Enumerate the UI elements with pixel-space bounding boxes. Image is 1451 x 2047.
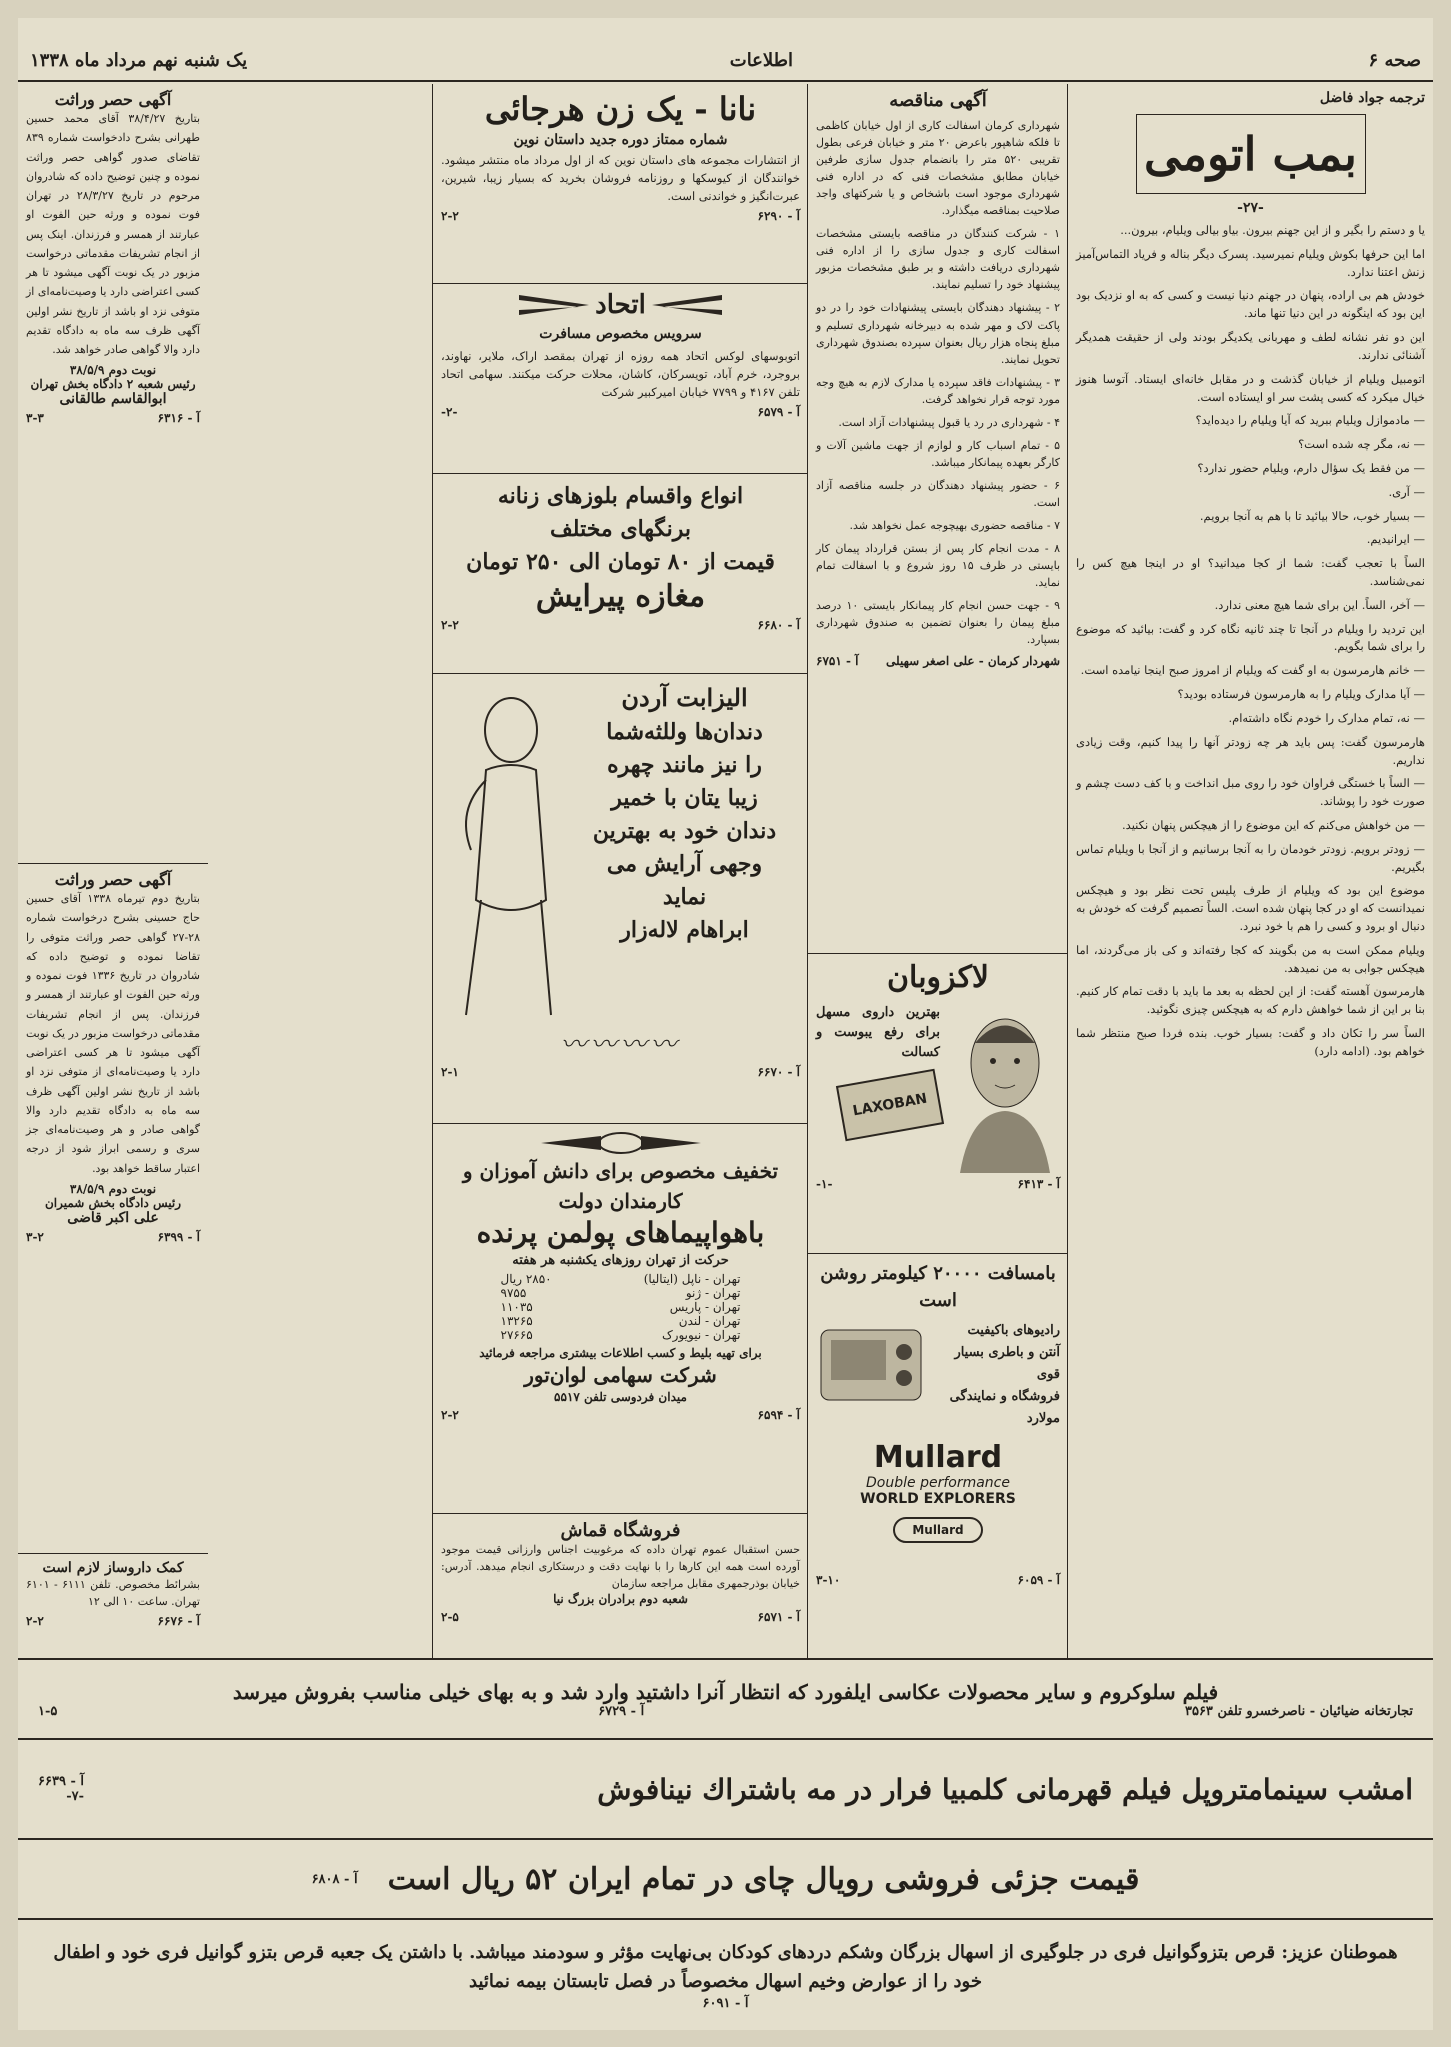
- newspaper-page: [18, 18, 1433, 2030]
- serial-paragraph: — آیا مدارک ویلیام را به هارمرسون فرستاده بودید؟: [1177, 687, 1425, 702]
- route-list: [501, 1272, 741, 1342]
- ad-code: آ - ۶۷۵۱: [816, 654, 859, 669]
- elizabeth-arden-ad: [433, 674, 808, 1124]
- ad-code: آ - ۶۶۷۶: [157, 1614, 200, 1629]
- page-number: صحه ۶: [1368, 50, 1421, 71]
- tender-paragraph: ۲ - پیشنهاد دهندگان بایستی پیشنهادات خود را در دو پاکت لاک و مهر شده به دبیرخانه شهرداری تسلیم و مبلغ پنجاه هزار ریال بعنوان سپرده بصندوق شهرداری تحویل نمایند.: [816, 301, 1060, 366]
- serial-paragraph: این دو نفر نشانه لطف و مهربانی یکدیگر بودند ولی از حقیقت همدیگر آشنائی ندارند.: [1076, 330, 1425, 362]
- serial-paragraph: — ایرانیدیم.: [1366, 532, 1425, 547]
- fabric-body: حسن استقبال عموم تهران داده که مرغوبیت اجناس وارزانی قیمت موجود آورده است همه این کارها را با نهایت دقت و درستکاری انجام میدهد. آدرس: خیابان بوذرجمهری مقابل مراجعه سازمان: [441, 1543, 800, 1591]
- notice-court: رئیس شعبه ۲ دادگاه بخش تهران: [30, 377, 196, 392]
- route-row: [501, 1272, 741, 1286]
- tender-paragraph: ۶ - حضور پیشنهاد دهندگان در جلسه مناقصه آزاد است.: [816, 478, 1060, 509]
- royal-tea-ad: [18, 1838, 1433, 1918]
- ettehad-body: اتوبوسهای لوکس اتحاد همه روزه از تهران بمقصد اراک، ملایر، نهاوند، بروجرد، خرم آباد، تویسرکان، کاشان، محلات حرکت میکنند. سهامی اتحاد تلفن ۴۱۶۷ و ۷۷۹۹ خیابان امیرکبیر شرکت: [441, 349, 800, 399]
- notice-body: بتاریخ دوم تیرماه ۱۳۳۸ آقای حسین حاج حسینی بشرح درخواست شماره ۲۸-۲۷ گواهی حصر وراثت متوفی را تقاضا نموده و توضیح داده که شادروان در تاریخ ۱۳۳۶ فوت نموده و ورثه حین الفوت او عبارتند از همسر و فرزندان. پس از انجام تشریفات مقدماتی درخواست مزبور در یک نوبت آگهی میشود تا هر کسی اعتراضی دارد یا وصیت‌نامه‌ای از متوفی نزد او باشد از تاریخ نشر اولین آگهی ظرف سه ماه به دادگاه تقدیم دارد والا گواهی صادر و هر وصیت‌نامه‌ای جز سری و رسمی ابراز شود از درجه اعتبار ساقط خواهد بود.: [26, 892, 200, 1175]
- arden-line: نماید: [662, 884, 707, 910]
- blouse-line: انواع واقسام بلوزهای زنانه: [497, 483, 744, 509]
- route-name: تهران - ژنو: [685, 1286, 741, 1300]
- pharmacy-body: بشرائط مخصوص. تلفن ۶۱۱۱ - ۶۱۰۱ تهران. ساعت ۱۰ الی ۱۲: [26, 1578, 200, 1609]
- serial-paragraph: — من فقط یک سؤال دارم، ویلیام حضور ندارد؟: [1197, 460, 1425, 475]
- fabric-title: فروشگاه قماش: [560, 1520, 681, 1541]
- woman-illustration: [441, 680, 561, 1020]
- serial-story: [1068, 84, 1433, 1658]
- route-name: تهران - پاریس: [669, 1300, 741, 1314]
- serial-title: بمب اتومی: [1144, 127, 1357, 181]
- serial-paragraph: اتومبیل ویلیام از خیابان گذشت و در مقابل خانه‌ای ایستاد. آتوسا هنوز خیال میکرد که کسی پشت سر او ایستاده است.: [1076, 371, 1425, 404]
- blouse-line: قیمت از ۸۰ تومان الی ۲۵۰ تومان: [466, 549, 775, 575]
- wing-icon: [519, 290, 589, 320]
- mullard-tagline2: WORLD EXPLORERS: [860, 1491, 1016, 1508]
- tea-text: قیمت جزئی فروشی رویال چای در تمام ایران ۵۲ ریال است: [387, 1861, 1140, 1897]
- ilford-ad: [18, 1658, 1433, 1738]
- nana-ad: [433, 84, 808, 284]
- route-price: ۲۷۶۶۵: [500, 1328, 533, 1342]
- notice-court: رئیس دادگاه بخش شمیران: [44, 1195, 182, 1210]
- winged-logo-icon: [541, 1130, 701, 1156]
- mullard-ad: [808, 1254, 1068, 1658]
- ad-code-secondary: ۳-۲: [26, 1229, 44, 1244]
- route-price: ۹۷۵۵: [500, 1286, 527, 1300]
- paper-name: اطلاعات: [729, 50, 793, 71]
- ad-code: آ - ۶۲۹۰: [757, 209, 800, 224]
- ad-code-secondary: ۲-۲: [26, 1614, 44, 1629]
- tender-paragraph: ۱ - شرکت کنندگان در مناقصه بایستی مشخصات اسفالت کاری و جدول سازی را از اداره فنی شهرداری دریافت داشته و بر طبق مشخصات مزبور پیشنهاد خود را تسلیم نمایند.: [816, 227, 1060, 292]
- signature-scribble-icon: 〰〰〰〰: [560, 1030, 681, 1060]
- ad-code: آ - ۶۰۵۹: [1017, 1573, 1060, 1588]
- radio-illustration: [816, 1320, 926, 1410]
- notice-title: آگهی حصر وراثت: [54, 90, 172, 109]
- tender-title: آگهی مناقصه: [889, 90, 987, 111]
- ilford-text: فیلم سلوکروم و سایر محصولات عکاسی ایلفورد که انتظار آنرا داشتید وارد شد و به بهای خیلی مناسب بفروش میرسد: [232, 1679, 1219, 1704]
- arden-line: را نیز مانند چهره: [607, 752, 762, 778]
- arden-line: وجهی آرایش می: [606, 851, 763, 877]
- ad-code: آ - ۶۷۲۹: [598, 1703, 645, 1719]
- laxoban-ad: [808, 954, 1068, 1254]
- arden-line: الیزابت آردن: [621, 683, 748, 712]
- airline-subtitle: حرکت از تهران روزهای یکشنبه هر هفته: [512, 1253, 729, 1268]
- route-row: [501, 1286, 741, 1300]
- serial-paragraph: — خانم هارمرسون به او گفت که ویلیام از امروز صبح اینجا نیامده است.: [1080, 663, 1425, 678]
- serial-paragraph: — زودتر برویم. زودتر خودمان را به آنجا برسانیم و از آنجا با ویلیام تماس بگیریم.: [1076, 841, 1425, 874]
- tender-body: [816, 117, 1060, 648]
- mullard-line: فروشگاه و نمایندگی مولارد: [949, 1389, 1060, 1427]
- arden-line: زیبا یتان با خمیر: [611, 785, 758, 811]
- serial-paragraph: این تردید را ویلیام در آنجا تا چند ثانیه نگاه کرد و گفت: بیائید که موضوع را برای شما بگویم.: [1076, 621, 1425, 654]
- serial-paragraph: الساً سر را تکان داد و گفت: بسیار خوب. بنده فردا صبح منتظر شما خواهم بود. (ادامه دارد): [1076, 1026, 1425, 1058]
- ilford-address: تجارتخانه ضیائیان - ناصرخسرو تلفن ۳۵۶۳: [1184, 1703, 1413, 1719]
- ad-code-secondary: ۲-۲: [441, 1408, 459, 1422]
- serial-paragraph: — من خواهش می‌کنم که این موضوع را از هیچکس پنهان نکنید.: [1122, 817, 1425, 832]
- laxoban-body: بهترین داروی مسهل برای رفع یبوست و کسالت: [816, 1005, 940, 1061]
- ad-code: آ - ۶۴۱۳: [1017, 1177, 1060, 1191]
- ad-code-secondary: ۲-۲: [441, 209, 459, 224]
- tender-paragraph: ۷ - مناقصه حضوری بهیچوجه عمل نخواهد شد.: [849, 518, 1060, 532]
- ad-code-secondary: ۳-۱۰: [816, 1573, 841, 1588]
- page-header: [18, 42, 1433, 82]
- inheritance-notice-1: [18, 84, 208, 864]
- ad-code-secondary: -۱-: [816, 1177, 833, 1191]
- ad-code: آ - ۶۵۹۴: [757, 1408, 800, 1422]
- ad-code: آ - ۶۶۸۰: [757, 618, 800, 632]
- serial-paragraph: — نه، تمام مدارک را خودم نگاه داشته‌ام.: [1228, 710, 1425, 725]
- fabric-store-ad: [433, 1514, 808, 1658]
- arden-line: دندان‌ها وللثه‌شما: [606, 719, 763, 745]
- mullard-brand: Mullard: [873, 1440, 1003, 1476]
- laxoban-product-box: LAXOBAN: [836, 1069, 944, 1142]
- ad-code: آ - ۶۳۱۶: [157, 411, 200, 426]
- serial-paragraph: خودش هم بی اراده، پنهان در جهنم دنیا نیست و کسی که به او نزدیک بود این بود که اینگونه در این دنیا تنها ماند.: [1076, 288, 1425, 321]
- serial-paragraph: اما این حرفها بکوش ویلیام نمیرسید. پسرک دیگر بناله و فریاد التماس‌آمیز زنش اعتنا ندارد.: [1076, 246, 1425, 279]
- pharmacy-ad: [18, 1554, 208, 1658]
- ad-code-secondary: -۲-: [441, 405, 458, 420]
- ad-code-secondary: ۳-۳: [26, 411, 44, 426]
- laxoban-title: لاکزوبان: [887, 960, 989, 995]
- cinema-ad: [18, 1738, 1433, 1838]
- ad-code-secondary: ۲-۵: [441, 1610, 459, 1625]
- blouse-line: برنگهای مختلف: [550, 516, 691, 542]
- notice-body: بتاریخ ۳۸/۴/۲۷ آقای محمد حسین طهرانی بشرح دادخواست شماره ۸۳۹ تقاضای صدور گواهی حصر وراثت نموده و چنین توضیح داده که شادروان مرحوم در تاریخ ۲۸/۳/۲۷ در تهران فوت نموده و ورثه حین الفوت او عبارتند از همسر و فرزندان. اینک پس از انجام تشریفات مقدماتی درخواست مزبور در یک نوبت آگهی میشود تا هر کسی اعتراضی دارد یا وصیت‌نامه‌ای از متوفی نزد او باشد از تاریخ نشر اولین آگهی ظرف سه ماه به دادگاه تقدیم دارد والا گواهی صادر خواهد شد.: [26, 112, 201, 356]
- blouse-ad: [433, 474, 808, 674]
- ad-code: آ - ۶۶۷۰: [757, 1065, 800, 1079]
- tender-notice: [808, 84, 1068, 954]
- nana-subtitle: شماره ممتاز دوره جدید داستان نوین: [513, 132, 728, 148]
- tender-paragraph: ۳ - پیشنهادات فاقد سپرده یا مدارک لازم به هیچ وجه مورد توجه قرار نخواهد گرفت.: [816, 375, 1060, 406]
- ad-code: آ - ۶۵۷۹: [757, 405, 800, 420]
- ad-code-secondary: ۲-۱: [441, 1065, 459, 1079]
- nana-title: نانا - یک زن هرجائی: [484, 90, 757, 128]
- route-price: ۱۱۰۳۵: [500, 1300, 533, 1314]
- nana-body: از انتشارات مجموعه های داستان نوین که از اول مرداد ماه منتشر میشود. خوانندگان از کیوسکها و روزنامه فروشان بخرید که بسیار زیبا، شیرین، عبرت‌انگیز و خواندنی است.: [441, 153, 800, 203]
- serial-paragraph: هارمرسون گفت: پس باید هر چه زودتر آنها را پیدا کنیم، وقت زیادی نداریم.: [1076, 734, 1425, 767]
- tender-paragraph: ۵ - تمام اسباب کار و لوازم از جهت ماشین آلات و کارگر بعهده پیمانکار میباشد.: [816, 438, 1060, 469]
- ettehad-ad: [433, 284, 808, 474]
- ad-code: آ - ۶۵۷۱: [757, 1610, 800, 1625]
- route-price: ۲۸۵۰ ریال: [500, 1272, 552, 1286]
- serial-paragraph: — آخر، الساً. این برای شما هیچ معنی ندارد.: [1214, 597, 1425, 612]
- serial-part: -۲۷-: [1237, 200, 1264, 216]
- ad-code: آ - ۶۰۹۱: [702, 1996, 749, 2012]
- serial-paragraph: — بسیار خوب، حالا بیائید تا با هم به آنجا برویم.: [1199, 508, 1425, 523]
- serial-paragraph: — نه، مگر چه شده است؟: [1298, 437, 1425, 452]
- tender-paragraph: ۸ - مدت انجام کار پس از بستن قرارداد پیمان کار بایستی در ظرف ۱۵ روز شروع و با اسفالت تمام نماید.: [816, 542, 1060, 590]
- blouse-shop-name: مغازه پیرایش: [535, 579, 706, 614]
- notice-judge: علی اکبر قاضی: [67, 1209, 159, 1226]
- route-row: [501, 1300, 741, 1314]
- ettehad-logo: [441, 290, 800, 320]
- tender-paragraph: شهرداری کرمان اسفالت کاری از اول خیابان کاظمی تا فلکه شاهپور باعرض ۲۰ متر و خیابان فرعی بطول تقریبی ۵۲۰ متر را بانضمام جدول سازی طرفین خیابان مطابق مشخصات فنی که در اداره فنی شهرداری موجود است باشخاص و یا شرکتهای واجد صلاحیت بمناقصه میگذارد.: [816, 119, 1060, 218]
- mullard-line: رادیوهای باکیفیت: [967, 1323, 1060, 1338]
- pills-text: هموطنان عزیز: قرص بتزوگوانیل فری در جلوگیری از اسهال بزرگان وشکم دردهای کودکان بی‌نهایت مؤثر و سودمند میباشد. با داشتن یک جعبه قرص بتزو گوانیل فری خود و اطفال خود را از عوارض وخیم اسهال مخصوصاً در فصل تابستان بیمه نمائید: [53, 1941, 1398, 1992]
- cinema-text: امشب سینمامتروپل فیلم قهرمانی کلمبیا فرار در مه باشتراك نینافوش: [597, 1772, 1413, 1806]
- route-price: ۱۳۲۶۵: [500, 1314, 533, 1328]
- notice-title: آگهی حصر وراثت: [54, 870, 172, 889]
- airline-discount: تخفیف مخصوص برای دانش آموزان و کارمندان دولت: [462, 1159, 779, 1213]
- route-name: تهران - ناپل (ایتالیا): [643, 1272, 741, 1286]
- serial-body: [1076, 222, 1425, 1061]
- serial-paragraph: موضوع این بود که ویلیام از طرف پلیس تحت نظر بود و هیچکس نمیدانست که او در کجا پنهان شده است. الساً تصمیم گرفت که خودش به دنبال او برود و کسی را هم با خود نبرد.: [1076, 883, 1425, 933]
- mullard-badge: Mullard: [893, 1517, 983, 1543]
- airline-logo: [441, 1130, 800, 1156]
- serial-paragraph: هارمرسون آهسته گفت: از این لحظه به بعد ما باید با دقت تمام کار کنیم. بنا بر این از شما خواهش دارم که به هیچکس چیزی نگوئید.: [1076, 984, 1425, 1017]
- route-name: تهران - لندن: [678, 1314, 741, 1328]
- serial-title-box: [1136, 114, 1366, 194]
- ad-code: آ - ۶۳۹۹: [157, 1229, 200, 1244]
- ad-code-secondary: ۲-۲: [441, 618, 459, 632]
- serial-paragraph: یا و دستم را بگیر و از این جهنم بیرون. بیاو بیالی ویلیام، بیرون...: [1120, 223, 1425, 237]
- ad-code-secondary: -۷-: [66, 1789, 84, 1804]
- arden-line: ابراهام لاله‌زار: [620, 917, 749, 943]
- ad-code-secondary: ۱-۵: [38, 1703, 58, 1719]
- airline-company: شرکت سهامی لوان‌تور: [524, 1363, 717, 1387]
- tender-paragraph: ۴ - شهرداری در رد یا قبول پیشنهادات آزاد است.: [838, 415, 1060, 429]
- route-name: تهران - نیویورک: [661, 1328, 741, 1342]
- mullard-headline: بامسافت ۲۰۰۰۰ کیلومتر روشن است: [820, 1263, 1056, 1311]
- ettehad-name: اتحاد: [595, 290, 646, 320]
- man-portrait-illustration: [950, 1003, 1060, 1173]
- serial-paragraph: ویلیام ممکن است به من بگویند که کجا رفته‌اند و کی باز می‌گردند، اما هیچکس جوابی به من نمیدهد.: [1076, 942, 1425, 975]
- serial-paragraph: — مادموازل ویلیام ببرید که آیا ویلیام را دیده‌اید؟: [1195, 413, 1425, 428]
- ad-code: آ - ۶۶۳۹: [38, 1774, 84, 1789]
- airline-address: میدان فردوسی تلفن ۵۵۱۷: [554, 1390, 687, 1404]
- translator-credit: ترجمه جواد فاضل: [1319, 90, 1425, 106]
- fabric-owner: شعبه دوم برادران بزرگ نیا: [553, 1592, 688, 1607]
- pharmacy-title: کمک داروساز لازم است: [42, 1560, 184, 1576]
- route-row: [501, 1328, 741, 1342]
- airline-ad: [433, 1124, 808, 1514]
- notice-date: نوبت دوم ۳۸/۵/۹: [69, 363, 157, 378]
- serial-paragraph: الساً با تعجب گفت: شما از کجا میدانید؟ او در اینجا هیچ کس را نمی‌شناسد.: [1076, 556, 1425, 588]
- mullard-line: آنتن و باطری بسیار قوی: [954, 1345, 1060, 1383]
- notice-date: نوبت دوم ۳۸/۵/۹: [69, 1181, 157, 1196]
- serial-paragraph: — الساً با خستگی فراوان خود را روی مبل انداخت و با کف دست چشم و صورت خود را پوشاند.: [1076, 776, 1425, 809]
- arden-line: دندان خود به بهترین: [592, 818, 777, 844]
- issue-date: یک شنبه نهم مرداد ماه ۱۳۳۸: [30, 50, 248, 71]
- airline-name: باهواپیماهای پولمن پرنده: [476, 1216, 765, 1249]
- notice-judge: ابوالقاسم طالقانی: [59, 391, 167, 408]
- inheritance-notice-2: [18, 864, 208, 1554]
- pills-ad: [18, 1918, 1433, 2030]
- serial-paragraph: — آری.: [1388, 484, 1425, 499]
- tender-paragraph: ۹ - جهت حسن انجام کار پیمانکار بایستی ۱۰ درصد مبلغ پیمان را بعنوان تضمین به صندوق شهرداری بسپارد.: [816, 599, 1061, 647]
- ettehad-subtitle: سرویس مخصوص مسافرت: [539, 326, 702, 342]
- wing-icon: [652, 290, 722, 320]
- tender-signature: شهردار کرمان - علی اصغر سهیلی: [885, 654, 1060, 669]
- route-row: [501, 1314, 741, 1328]
- airline-note: برای تهیه بلیط و کسب اطلاعات بیشتری مراجعه فرمائید: [479, 1346, 762, 1360]
- mullard-tagline: Double performance: [866, 1475, 1010, 1492]
- ad-code: آ - ۶۸۰۸: [311, 1871, 358, 1887]
